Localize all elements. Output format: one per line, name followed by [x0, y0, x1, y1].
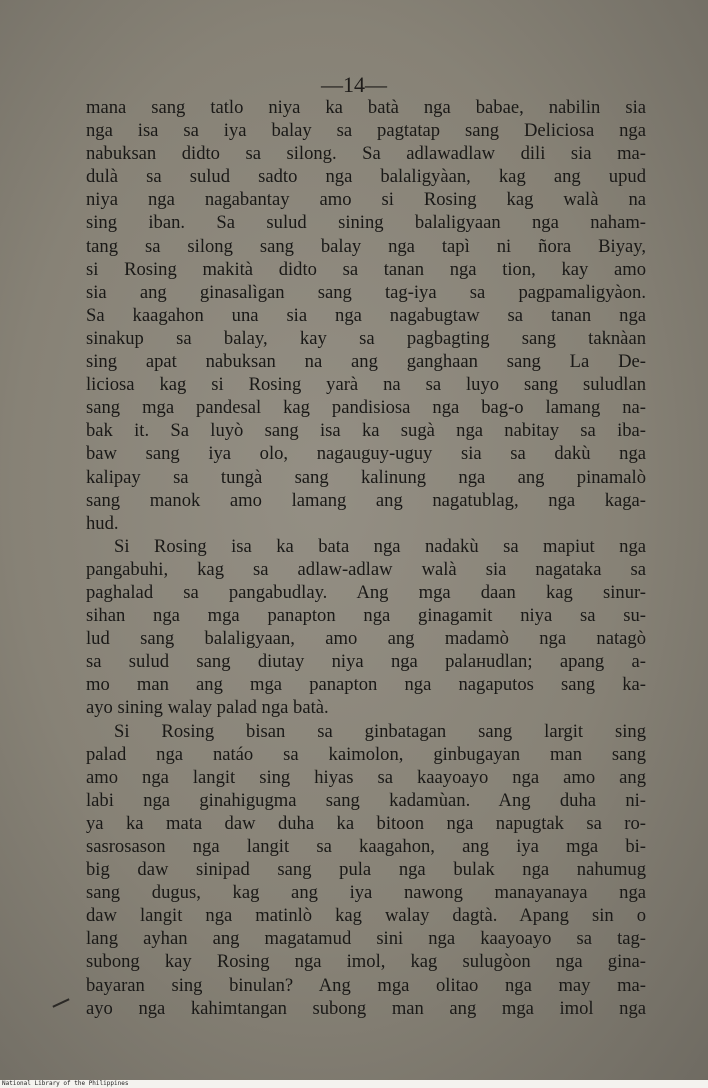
text-line: daw langit nga matinlò kag walay dagtà. Apang sin o: [86, 905, 646, 927]
text-line: liciosa kag si Rosing yarà na sa luyo sang suludlan: [86, 374, 646, 396]
text-line: nabuksan didto sa silong. Sa adlawadlaw dili sia ma-: [86, 143, 646, 165]
text-line: Sa kaagahon una sia nga nagabugtaw sa tanan nga: [86, 304, 646, 326]
text-line: kalipay sa tungà sang kalinung nga ang pinamalò: [86, 466, 646, 488]
text-line: lang ayhan ang magatamud sini nga kaayoayo sa tag-: [86, 928, 646, 950]
text-line: amo nga langit sing hiyas sa kaayoayo nga amo ang: [86, 766, 646, 788]
text-line: sing iban. Sa sulud sining balaligyaan nga naham-: [86, 212, 646, 234]
text-line: mana sang tatlo niya ka batà nga babae, nabilin sia: [86, 97, 646, 118]
text-line: bayaran sing binulan? Ang mga olitao nga may ma-: [86, 974, 646, 996]
text-line: si Rosing makità didto sa tanan nga tion, kay amo: [86, 258, 646, 280]
text-line: subong kay Rosing nga imol, kag sulugòon nga gina-: [86, 951, 646, 973]
text-line: ya ka mata daw duha ka bitoon nga napugtak sa ro-: [86, 812, 646, 834]
text-line: ayo nga kahimtangan subong man ang mga imol nga: [86, 997, 646, 1019]
text-line: niya nga nagabantay amo si Rosing kag walà na: [86, 189, 646, 211]
text-line: hud.: [86, 512, 119, 534]
library-credit: National Library of the Philippines: [0, 1080, 708, 1088]
text-line: ayo sining walay palad nga batà.: [86, 697, 329, 719]
text-line: sang mga pandesal kag pandisiosa nga bag-o lamang na-: [86, 397, 646, 419]
text-line: big daw sinipad sang pula nga bulak nga nahumug: [86, 859, 646, 881]
text-line: sinakup sa balay, kay sa pagbagting sang taknàan: [86, 327, 646, 349]
text-line: labi nga ginahigugma sang kadamùan. Ang duha ni-: [86, 789, 646, 811]
text-line: bak it. Sa luyò sang isa ka sugà nga nabitay sa iba-: [86, 420, 646, 442]
text-line: sang dugus, kag ang iya nawong manayanaya nga: [86, 882, 646, 904]
text-line: sang manok amo lamang ang nagatublag, nga kaga-: [86, 489, 646, 511]
text-line: Si Rosing bisan sa ginbatagan sang largit sing: [114, 720, 646, 742]
text-line: sasrosason nga langit sa kaagahon, ang iya mga bi-: [86, 836, 646, 857]
text-line: sihan nga mga panapton nga ginagamit niya sa su-: [86, 605, 646, 627]
text-line: sing apat nabuksan na ang ganghaan sang La De-: [86, 351, 646, 373]
text-line: palad nga natáo sa kaimolon, ginbugayan man sang: [86, 743, 646, 765]
text-line: mo man ang mga panapton nga nagaputos sang ka-: [86, 674, 646, 696]
text-line: baw sang iya olo, nagauguy-uguy sia sa dakù nga: [86, 443, 646, 465]
text-line: nga isa sa iya balay sa pagtatap sang Deliciosa nga: [86, 120, 646, 142]
margin-pencil-mark: [52, 998, 69, 1007]
text-line: lud sang balaligyaan, amo ang madamò nga natagò: [86, 628, 646, 650]
text-line: paghalad sa pangabudlay. Ang mga daan kag sinur-: [86, 581, 646, 603]
body-text: [86, 96, 646, 1020]
text-line: pangabuhi, kag sa adlaw-adlaw walà sia nagataka sa: [86, 558, 646, 580]
page-number: —14—: [321, 72, 387, 97]
text-line: Si Rosing isa ka bata nga nadakù sa mapiut nga: [114, 535, 646, 557]
text-line: sa sulud sang diutay niya nga palaнudlan; apang a-: [86, 651, 646, 673]
text-line: tang sa silong sang balay nga tapì ni ñora Biyay,: [86, 235, 646, 257]
text-line: dulà sa sulud sadto nga balaligyàan, kag ang upud: [86, 166, 646, 188]
text-line: sia ang ginasalìgan sang tag-iya sa pagpamaligyàon.: [86, 281, 646, 303]
